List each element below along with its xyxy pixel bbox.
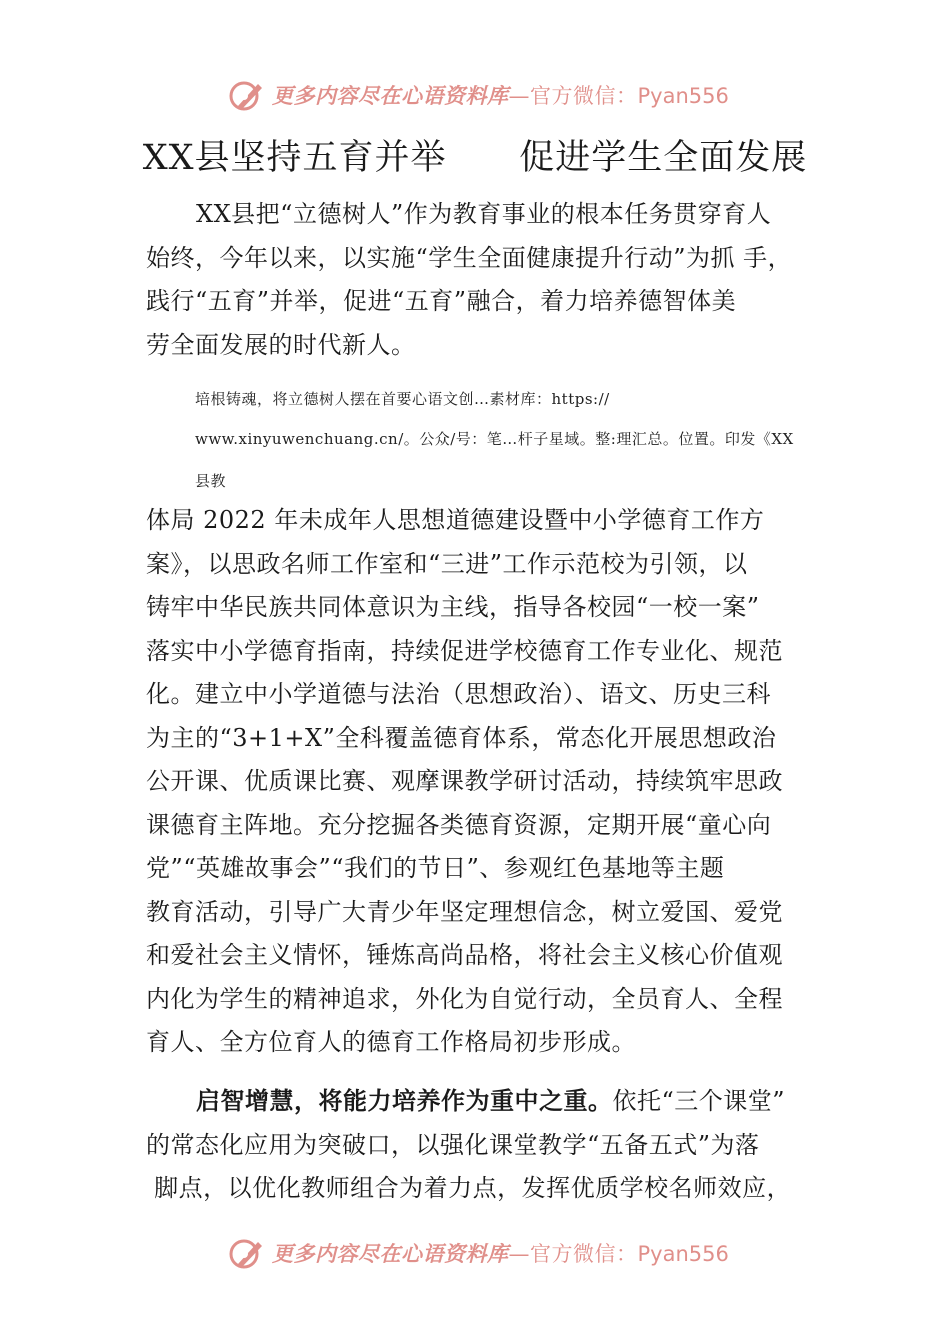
paragraph-moral-education <box>146 499 814 1065</box>
text-line: 和爱社会主义情怀，锤炼高尚品格，将社会主义核心价值观 <box>146 941 783 969</box>
watermark-line: 县教 <box>195 472 227 490</box>
text-line: 内化为学生的精神追求，外化为自觉行动，全员育人、全程 <box>146 984 783 1013</box>
header-banner <box>0 76 950 116</box>
watermark-line: www.xinyuwenchuang.cn/。公众/号：笔…杆子星域。整:理汇总。位置。印发《XX <box>195 430 794 448</box>
text-line: 劳全面发展的时代新人。 <box>146 330 416 359</box>
banner-text: 更多内容尽在心语资料库—官方微信：Pyan556 <box>272 84 729 108</box>
text-line: 化。建立中小学道德与法治（思想政治）、语文、历史三科 <box>146 680 771 708</box>
text-line: 铸牢中华民族共同体意识为主线，指导各校园“一校一案” <box>146 593 760 621</box>
text-line: XX县把“立德树人”作为教育事业的根本任务贯穿育人 <box>196 200 772 228</box>
pen-nib-logo-icon <box>228 78 268 114</box>
footer-banner <box>0 1234 950 1274</box>
text-line: 教育活动，引导广大青少年坚定理想信念，树立爱国、爱党 <box>146 897 783 926</box>
text-line: 党”“英雄故事会”“我们的节日”、参观红色基地等主题 <box>146 854 725 882</box>
text-line: 脚点，以优化教师组合为着力点，发挥优质学校名师效应， <box>146 1174 792 1202</box>
pen-nib-logo-icon <box>228 1236 268 1272</box>
text-line: 践行“五育”并举，促进“五育”融合，着力培养德智体美 <box>146 287 737 315</box>
text-line: 的常态化应用为突破口，以强化课堂教学“五备五式”为落 <box>146 1130 760 1159</box>
document-title: XX县坚持五育并举 促进学生全面发展 <box>142 138 808 178</box>
text-line: 为主的“3+1+X”全科覆盖德育体系，常态化开展思想政治 <box>146 723 777 752</box>
text-line: 课德育主阵地。充分挖掘各类德育资源，定期开展“童心向 <box>146 810 772 839</box>
section-heading: 启智增慧，将能力培养作为重中之重。 <box>196 1087 613 1115</box>
text-line: 公开课、优质课比赛、观摩课教学研讨活动，持续筑牢思政 <box>146 767 783 795</box>
text-line: 始终，今年以来，以实施“学生全面健康提升行动”为抓 手， <box>146 243 793 272</box>
text-line: 落实中小学德育指南，持续促进学校德育工作专业化、规范 <box>146 636 783 665</box>
text-line: 体局 2022 年未成年人思想道德建设暨中小学德育工作方 <box>146 506 765 534</box>
text-line: 案》，以思政名师工作室和“三进”工作示范校为引领，以 <box>146 549 748 578</box>
paragraph-ability <box>146 1080 814 1211</box>
text-line: 育人、全方位育人的德育工作格局初步形成。 <box>146 1028 636 1056</box>
watermark-line: 培根铸魂，将立德树人摆在首要心语文创…素材库：https:// <box>195 390 610 408</box>
paragraph-intro <box>146 193 814 367</box>
text-line: 启智增慧，将能力培养作为重中之重。依托“三个课堂” <box>196 1087 786 1115</box>
banner-text: 更多内容尽在心语资料库—官方微信：Pyan556 <box>272 1242 729 1266</box>
